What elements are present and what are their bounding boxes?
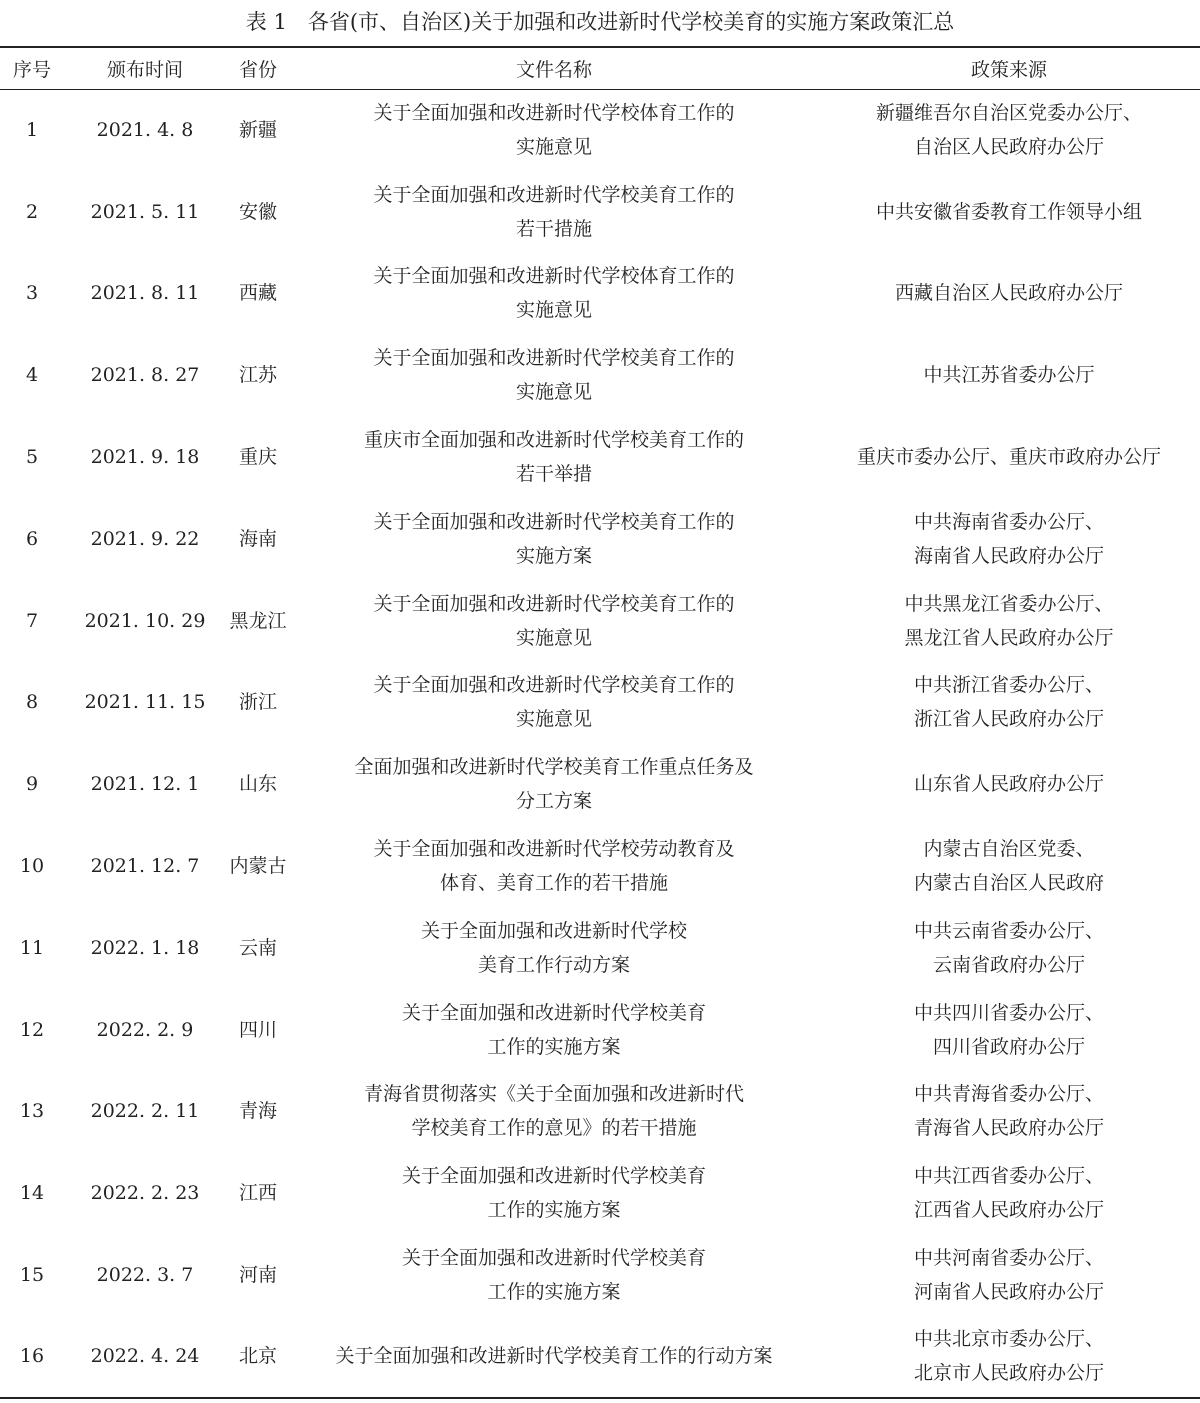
cell-date: 2021. 9. 18 (90, 446, 200, 469)
cell-policy-source-line: 中共海南省委办公厅、 (913, 510, 1104, 533)
cell-policy-source (818, 1234, 1200, 1316)
cell-province: 山东 (238, 773, 277, 796)
cell-index: 15 (19, 1264, 45, 1287)
cell-date: 2021. 5. 11 (90, 200, 200, 223)
cell-policy-source (818, 662, 1200, 744)
table-row (0, 662, 1200, 744)
cell-date: 2021. 12. 1 (90, 773, 200, 796)
cell-policy-source (818, 498, 1200, 580)
cell-date: 2022. 2. 9 (96, 1018, 194, 1041)
table-row (0, 1316, 1200, 1398)
cell-province: 内蒙古 (229, 855, 287, 878)
table-row (0, 334, 1200, 416)
table-body (0, 89, 1200, 1398)
cell-policy-source-line: 西藏自治区人民政府办公厅 (894, 282, 1123, 305)
cell-document-title (290, 171, 818, 253)
table-row (0, 171, 1200, 253)
cell-date: 2022. 2. 11 (90, 1100, 200, 1123)
cell-date: 2022. 2. 23 (90, 1182, 200, 1205)
cell-province: 安徽 (238, 200, 277, 223)
cell-index: 2 (25, 200, 39, 223)
table-row (0, 743, 1200, 825)
cell-index: 16 (0, 1316, 64, 1398)
cell-index: 12 (19, 1018, 45, 1041)
cell-policy-source-line: 内蒙古自治区人民政府 (913, 872, 1104, 895)
cell-policy-source-line: 中共云南省委办公厅、 (913, 919, 1104, 942)
cell-index: 5 (25, 446, 39, 469)
cell-document-title-line: 若干措施 (515, 217, 592, 240)
cell-document-title-line: 全面加强和改进新时代学校美育工作重点任务及 (354, 756, 754, 779)
cell-document-title (290, 1152, 818, 1234)
cell-index: 4 (25, 364, 39, 387)
cell-policy-source-line: 四川省政府办公厅 (932, 1035, 1085, 1058)
cell-policy-source-line: 中共青海省委办公厅、 (913, 1083, 1104, 1106)
cell-document-title (290, 825, 818, 907)
cell-policy-source (818, 89, 1200, 171)
cell-document-title-line: 实施意见 (515, 626, 592, 649)
cell-policy-source (818, 1316, 1200, 1398)
cell-document-title-line: 工作的实施方案 (487, 1199, 621, 1222)
cell-policy-source (818, 580, 1200, 662)
cell-document-title-line: 关于全面加强和改进新时代学校美育工作的 (373, 592, 735, 615)
cell-policy-source-line: 重庆市委办公厅、重庆市政府办公厅 (856, 446, 1161, 469)
cell-date: 2021. 11. 15 (84, 691, 206, 714)
cell-document-title-line: 实施方案 (515, 544, 592, 567)
cell-document-title-line: 实施意见 (515, 381, 592, 404)
cell-document-title-line: 体育、美育工作的若干措施 (439, 872, 668, 895)
cell-policy-source (818, 989, 1200, 1071)
cell-index: 6 (25, 527, 39, 550)
cell-province: 江苏 (238, 364, 277, 387)
table-caption: 表 1 各省(市、自治区)关于加强和改进新时代学校美育的实施方案政策汇总 (245, 10, 955, 34)
cell-policy-source-line: 中共河南省委办公厅、 (913, 1247, 1104, 1270)
cell-date: 2022. 1. 18 (90, 936, 200, 959)
cell-document-title-line: 美育工作行动方案 (477, 953, 630, 976)
cell-province: 北京 (226, 1316, 290, 1398)
cell-policy-source-line: 中共北京市委办公厅、 (913, 1328, 1104, 1351)
cell-index: 3 (25, 282, 39, 305)
cell-policy-source (818, 743, 1200, 825)
cell-date: 2021. 12. 7 (90, 855, 200, 878)
cell-index: 11 (19, 936, 45, 959)
cell-date: 2021. 8. 27 (90, 364, 200, 387)
table-row (0, 580, 1200, 662)
cell-policy-source-line: 海南省人民政府办公厅 (913, 544, 1104, 567)
cell-document-title (290, 989, 818, 1071)
cell-date: 2021. 9. 22 (90, 527, 200, 550)
header-province: 省份 (226, 47, 290, 89)
cell-index: 10 (19, 855, 45, 878)
cell-province: 河南 (238, 1264, 277, 1287)
cell-policy-source-line: 云南省政府办公厅 (932, 953, 1085, 976)
cell-index: 9 (25, 773, 39, 796)
table-row (0, 89, 1200, 171)
cell-province: 海南 (238, 527, 277, 550)
cell-policy-source-line: 北京市人民政府办公厅 (913, 1362, 1104, 1385)
cell-province: 江西 (238, 1182, 277, 1205)
cell-date: 2022. 3. 7 (96, 1264, 194, 1287)
table-row (0, 1152, 1200, 1234)
cell-document-title-line: 关于全面加强和改进新时代学校 (420, 919, 687, 942)
cell-document-title (290, 498, 818, 580)
table-row (0, 1071, 1200, 1153)
header-date: 颁布时间 (64, 47, 226, 89)
header-document-title: 文件名称 (290, 47, 818, 89)
header-policy-source: 政策来源 (818, 47, 1200, 89)
cell-policy-source (818, 253, 1200, 335)
header-row (0, 47, 1200, 89)
cell-document-title-line: 若干举措 (515, 463, 592, 486)
cell-document-title-line: 实施意见 (515, 708, 592, 731)
cell-index: 1 (25, 119, 39, 142)
cell-policy-source-line: 黑龙江省人民政府办公厅 (904, 626, 1114, 649)
header-index: 序号 (0, 47, 64, 89)
cell-document-title-line: 实施意见 (515, 299, 592, 322)
cell-policy-source-line: 浙江省人民政府办公厅 (913, 708, 1104, 731)
table-row (0, 416, 1200, 498)
cell-document-title-line: 关于全面加强和改进新时代学校美育 (401, 1247, 706, 1270)
cell-document-title (290, 1071, 818, 1153)
table-row (0, 253, 1200, 335)
cell-document-title-line: 关于全面加强和改进新时代学校美育工作的 (373, 674, 735, 697)
cell-document-title-line: 重庆市全面加强和改进新时代学校美育工作的 (363, 429, 744, 452)
cell-province: 四川 (238, 1018, 277, 1041)
cell-index: 7 (25, 609, 39, 632)
cell-document-title-line: 青海省贯彻落实《关于全面加强和改进新时代 (363, 1083, 744, 1106)
cell-policy-source (818, 1071, 1200, 1153)
cell-province: 浙江 (238, 691, 277, 714)
cell-date: 2022. 4. 24 (64, 1316, 226, 1398)
cell-document-title (290, 1234, 818, 1316)
cell-province: 新疆 (238, 119, 277, 142)
table-row (0, 825, 1200, 907)
cell-policy-source-line: 中共浙江省委办公厅、 (913, 674, 1104, 697)
table-row (0, 907, 1200, 989)
table-header (0, 47, 1200, 89)
cell-province: 云南 (238, 936, 277, 959)
cell-date: 2021. 4. 8 (96, 119, 194, 142)
cell-policy-source (818, 1152, 1200, 1234)
cell-document-title-line: 关于全面加强和改进新时代学校体育工作的 (373, 265, 735, 288)
cell-policy-source-line: 中共安徽省委教育工作领导小组 (875, 200, 1142, 223)
cell-policy-source (818, 825, 1200, 907)
cell-document-title (290, 907, 818, 989)
cell-policy-source-line: 中共江苏省委办公厅 (923, 364, 1095, 387)
cell-document-title-line: 关于全面加强和改进新时代学校劳动教育及 (373, 838, 735, 861)
cell-index: 8 (25, 691, 39, 714)
cell-policy-source (818, 171, 1200, 253)
cell-document-title-line: 工作的实施方案 (487, 1035, 621, 1058)
cell-province: 黑龙江 (229, 609, 287, 632)
cell-document-title-line: 关于全面加强和改进新时代学校美育工作的行动方案 (335, 1345, 773, 1368)
cell-policy-source-line: 中共四川省委办公厅、 (913, 1001, 1104, 1024)
cell-province: 西藏 (238, 282, 277, 305)
cell-document-title-line: 实施意见 (515, 136, 592, 159)
policy-table (0, 46, 1200, 1399)
cell-province: 重庆 (238, 446, 277, 469)
cell-document-title-line: 学校美育工作的意见》的若干措施 (411, 1117, 697, 1140)
table-row (0, 989, 1200, 1071)
cell-policy-source (818, 334, 1200, 416)
cell-document-title (290, 334, 818, 416)
cell-document-title (290, 743, 818, 825)
cell-document-title-line: 关于全面加强和改进新时代学校美育 (401, 1001, 706, 1024)
cell-index: 13 (19, 1100, 45, 1123)
table-row (0, 1234, 1200, 1316)
cell-policy-source-line: 自治区人民政府办公厅 (913, 136, 1104, 159)
cell-document-title (290, 662, 818, 744)
cell-policy-source-line: 中共黑龙江省委办公厅、 (904, 592, 1114, 615)
cell-policy-source-line: 内蒙古自治区党委、 (923, 838, 1095, 861)
cell-policy-source-line: 青海省人民政府办公厅 (913, 1117, 1104, 1140)
cell-document-title (290, 1316, 818, 1398)
table-row (0, 498, 1200, 580)
cell-policy-source-line: 新疆维吾尔自治区党委办公厅、 (875, 102, 1142, 125)
cell-document-title (290, 253, 818, 335)
cell-document-title (290, 416, 818, 498)
cell-province: 青海 (238, 1100, 277, 1123)
cell-document-title-line: 分工方案 (515, 790, 592, 813)
cell-document-title-line: 关于全面加强和改进新时代学校美育工作的 (373, 510, 735, 533)
cell-policy-source-line: 江西省人民政府办公厅 (913, 1199, 1104, 1222)
cell-document-title-line: 关于全面加强和改进新时代学校美育 (401, 1165, 706, 1188)
cell-policy-source-line: 河南省人民政府办公厅 (913, 1281, 1104, 1304)
cell-document-title (290, 580, 818, 662)
cell-policy-source-line: 山东省人民政府办公厅 (913, 773, 1104, 796)
cell-document-title-line: 工作的实施方案 (487, 1281, 621, 1304)
cell-policy-source-line: 中共江西省委办公厅、 (913, 1165, 1104, 1188)
cell-policy-source (818, 907, 1200, 989)
cell-document-title-line: 关于全面加强和改进新时代学校美育工作的 (373, 347, 735, 370)
cell-document-title-line: 关于全面加强和改进新时代学校美育工作的 (373, 183, 735, 206)
cell-document-title-line: 关于全面加强和改进新时代学校体育工作的 (373, 102, 735, 125)
cell-policy-source (818, 416, 1200, 498)
cell-index: 14 (19, 1182, 45, 1205)
cell-date: 2021. 10. 29 (84, 609, 206, 632)
cell-date: 2021. 8. 11 (90, 282, 200, 305)
cell-document-title (290, 89, 818, 171)
